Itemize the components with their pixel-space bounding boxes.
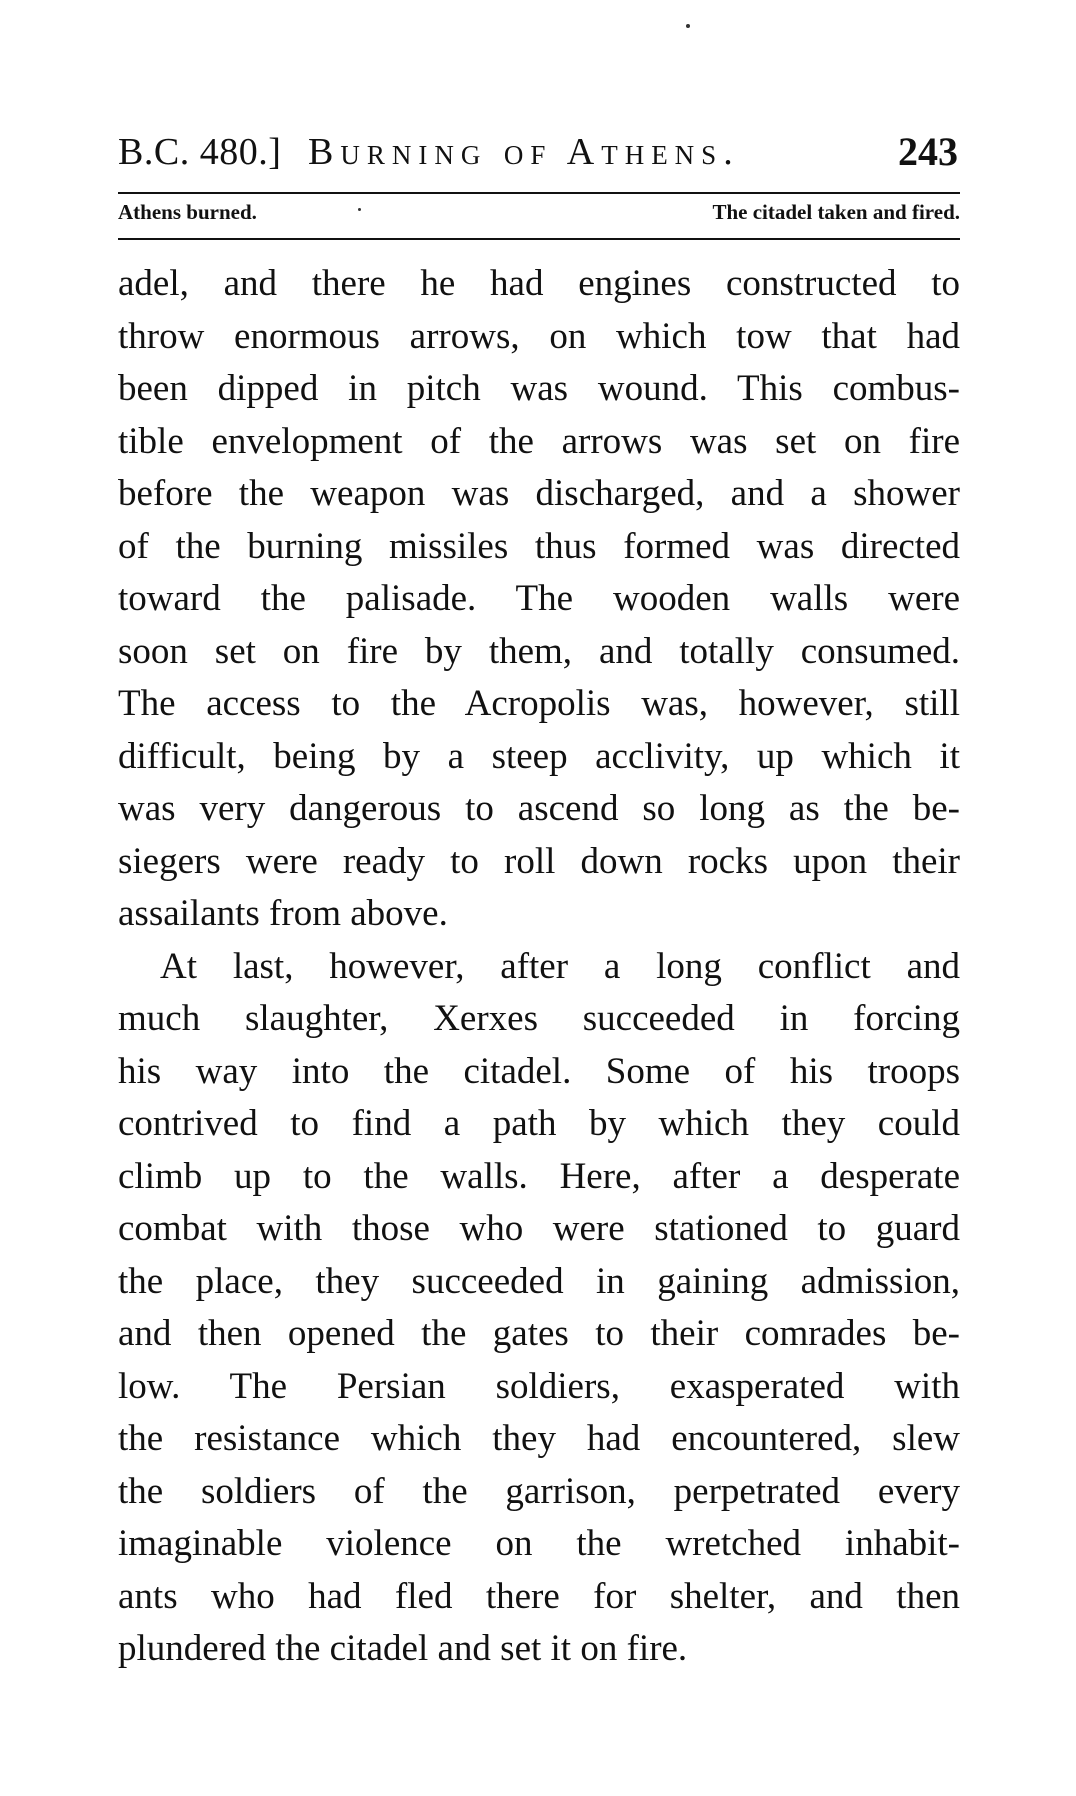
text-line: toward the palisade. The wooden walls were [118,578,960,619]
header-rule-top [118,192,960,194]
ink-speck [686,24,690,28]
text-line: the resistance which they had encountered, slew [118,1418,960,1459]
text-line: difficult, being by a steep acclivity, up which it [118,735,960,777]
page-number: 243 [898,129,958,174]
sidenote-dot [358,208,361,211]
text-line: At last, however, after a long conflict and [160,945,960,987]
text-line: plundered the citadel and set it on fire. [118,1628,688,1669]
text-line: the soldiers of the garrison, perpetrated every [118,1470,960,1512]
text-line: adel, and there he had engines constructed to [118,263,960,304]
body-text [118,258,960,1676]
header-date: B.C. 480.] [118,131,282,173]
text-line: assailants from above. [118,893,448,934]
text-line: The access to the Acropolis was, however, still [118,683,960,724]
text-line: imaginable violence on the wretched inhabit- [118,1523,960,1564]
text-line: low. The Persian soldiers, exasperated with [118,1365,960,1407]
text-line: the place, they succeeded in gaining admission, [118,1260,960,1302]
text-line: and then opened the gates to their comrades be- [118,1313,960,1354]
text-line: his way into the citadel. Some of his troops [118,1050,960,1092]
text-line: throw enormous arrows, on which tow that had [118,315,960,357]
text-line: tible envelopment of the arrows was set on fire [118,420,960,462]
text-line: combat with those who were stationed to guard [118,1208,960,1249]
sidenote-bar [118,198,960,228]
text-line: before the weapon was discharged, and a shower [118,473,960,514]
text-line: of the burning missiles thus formed was directed [118,525,960,567]
text-line: much slaughter, Xerxes succeeded in forcing [118,998,960,1039]
text-line: contrived to find a path by which they could [118,1103,960,1144]
text-line: been dipped in pitch was wound. This combus- [118,368,960,409]
text-line: climb up to the walls. Here, after a desperate [118,1155,960,1197]
text-line: siegers were ready to roll down rocks upon their [118,840,960,882]
sidenote-right: The citadel taken and fired. [712,200,960,224]
running-head [118,120,958,180]
header-title: Burning of Athens. [308,131,740,173]
text-line: soon set on fire by them, and totally consumed. [118,630,960,672]
text-line: was very dangerous to ascend so long as the be- [118,788,960,829]
sidenote-left: Athens burned. [118,200,257,224]
text-line: ants who had fled there for shelter, and then [118,1575,960,1617]
header-rule-bottom [118,238,960,240]
